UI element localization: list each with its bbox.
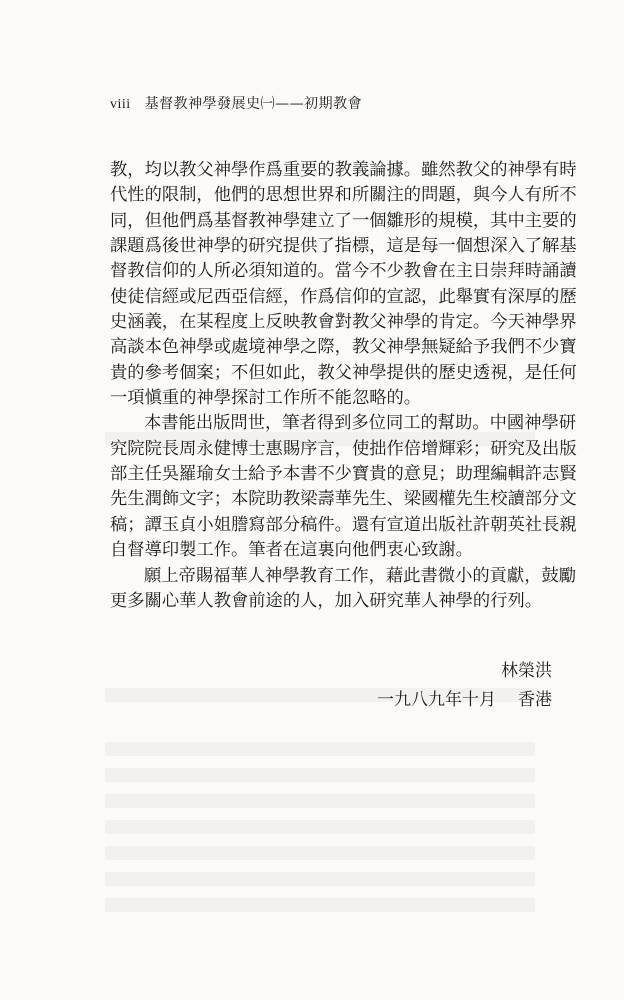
- paragraph-acknowledgements: [110, 411, 577, 563]
- show-through-line: [105, 872, 535, 886]
- running-header: [110, 93, 362, 113]
- text-line: 同，但他們爲基督教神學建立了一個雛形的規模，其中主要的: [110, 210, 577, 231]
- text-line: 課題爲後世神學的研究提供了指標，這是每一個想深入了解基: [110, 236, 577, 257]
- text-line: 本書能出版問世，筆者得到多位同工的幫助。中國神學研: [144, 413, 577, 434]
- text-line: 究院院長周永健博士惠賜序言，使拙作倍增輝彩；研究及出版: [110, 438, 577, 459]
- text-line: 先生潤飾文字；本院助教梁壽華先生、梁國權先生校讀部分文: [110, 489, 577, 510]
- show-through-line: [105, 846, 535, 860]
- signature-date: 一九八九年十月: [377, 690, 496, 710]
- show-through-line: [105, 768, 535, 782]
- show-through-line: [105, 742, 535, 756]
- text-line: 願上帝賜福華人神學教育工作，藉此書微小的貢獻，鼓勵: [144, 565, 577, 586]
- text-line: 史涵義，在某程度上反映教會對教父神學的肯定。今天神學界: [110, 312, 577, 333]
- text-line: 督教信仰的人所必須知道的。當今不少教會在主日崇拜時誦讀: [110, 261, 577, 282]
- text-line: 高談本色神學或處境神學之際，教父神學無疑給予我們不少寶: [110, 337, 577, 358]
- text-line: 自督導印製工作。筆者在這裏向他們衷心致謝。: [110, 540, 473, 561]
- author-signature: 林榮洪: [501, 661, 552, 681]
- running-title: 基督教神學發展史㈠——初期教會: [144, 96, 363, 112]
- text-line: 教，均以教父神學作爲重要的教義論據。雖然教父的神學有時: [110, 160, 577, 180]
- page-number: viii: [110, 97, 131, 112]
- show-through-line: [105, 794, 535, 808]
- text-line: 部主任吳羅瑜女士給予本書不少寶貴的意見；助理編輯許志賢: [110, 464, 577, 485]
- paragraph-continuation: [110, 158, 577, 411]
- body-text: [110, 158, 577, 614]
- text-line: 使徒信經或尼西亞信經，作爲信仰的宣認，此舉實有深厚的歷: [110, 286, 577, 307]
- text-line: 貴的參考個案；不但如此，教父神學提供的歷史透視，是任何: [110, 362, 577, 383]
- text-line: 更多關心華人教會前途的人，加入研究華人神學的行列。: [110, 590, 543, 611]
- text-line: 代性的限制，他們的思想世界和所關注的問題，與今人有所不: [110, 185, 577, 206]
- text-line: 稿；譚玉貞小姐謄寫部分稿件。還有宣道出版社許朝英社長親: [110, 514, 577, 535]
- show-through-line: [105, 898, 535, 912]
- show-through-line: [105, 820, 535, 834]
- text-line: 一項愼重的神學探討工作所不能忽略的。: [110, 388, 422, 409]
- signature-place: 香港: [518, 690, 552, 710]
- paragraph-blessing: [110, 564, 577, 615]
- signature-date-line: [377, 685, 552, 710]
